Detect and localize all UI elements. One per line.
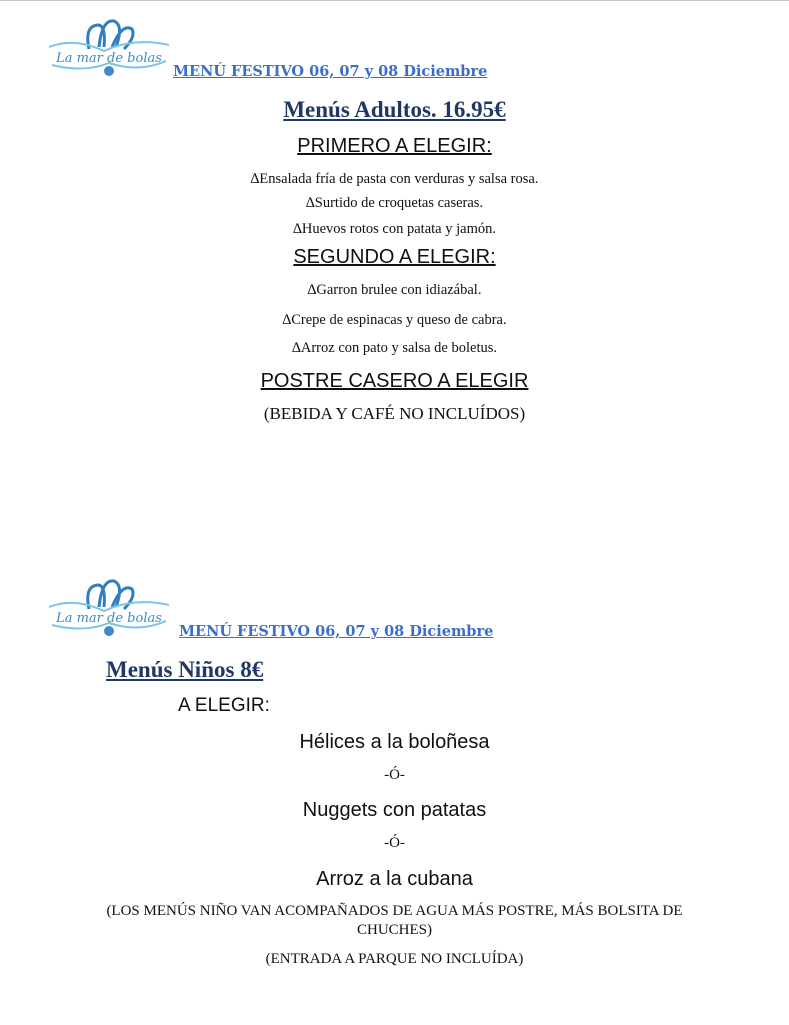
kids-option: Nuggets con patatas [302, 799, 487, 821]
kids-option: Arroz a la cubana [316, 868, 473, 890]
kids-note-line2: CHUCHES) [356, 922, 432, 938]
second-item: ∆Crepe de espinacas y queso de cabra. [282, 312, 507, 328]
kids-choose-heading: A ELEGIR: [178, 695, 270, 716]
svg-text:La mar de bolas: La mar de bolas [56, 611, 162, 626]
kids-menu-title: Menús Niños 8€ [106, 657, 264, 682]
kids-option: Hélices a la boloñesa [299, 731, 490, 753]
logo-la-mar-de-bolas [44, 577, 174, 637]
second-item: ∆Arroz con pato y salsa de boletus. [292, 340, 497, 356]
logo-la-mar-de-bolas [44, 17, 174, 77]
second-course-heading: SEGUNDO A ELEGIR: [293, 246, 496, 268]
svg-text:La mar de bolas: La mar de bolas [56, 51, 162, 66]
first-item: ∆Ensalada fría de pasta con verduras y salsa rosa. [250, 171, 539, 187]
adults-menu-title: Menús Adultos. 16.95€ [283, 97, 506, 122]
first-item: ∆Huevos rotos con patata y jamón. [293, 221, 496, 237]
first-item: ∆Surtido de croquetas caseras. [305, 195, 484, 211]
park-entry-note: (ENTRADA A PARQUE NO INCLUÍDA) [265, 951, 524, 967]
second-item: ∆Garron brulee con idiazábal. [307, 282, 482, 298]
option-separator: -Ó- [384, 835, 405, 851]
option-separator: -Ó- [384, 767, 405, 783]
kids-note-line1: (LOS MENÚS NIÑO VAN ACOMPAÑADOS DE AGUA MÁS POSTRE, MÁS BOLSITA DE [106, 903, 683, 919]
first-course-heading: PRIMERO A ELEGIR: [297, 135, 492, 157]
adults-festive-header: MENÚ FESTIVO 06, 07 y 08 Diciembre [173, 63, 488, 80]
dessert-heading: POSTRE CASERO A ELEGIR [260, 370, 529, 392]
kids-festive-header: MENÚ FESTIVO 06, 07 y 08 Diciembre [179, 623, 494, 640]
drinks-note: (BEBIDA Y CAFÉ NO INCLUÍDOS) [263, 404, 526, 423]
